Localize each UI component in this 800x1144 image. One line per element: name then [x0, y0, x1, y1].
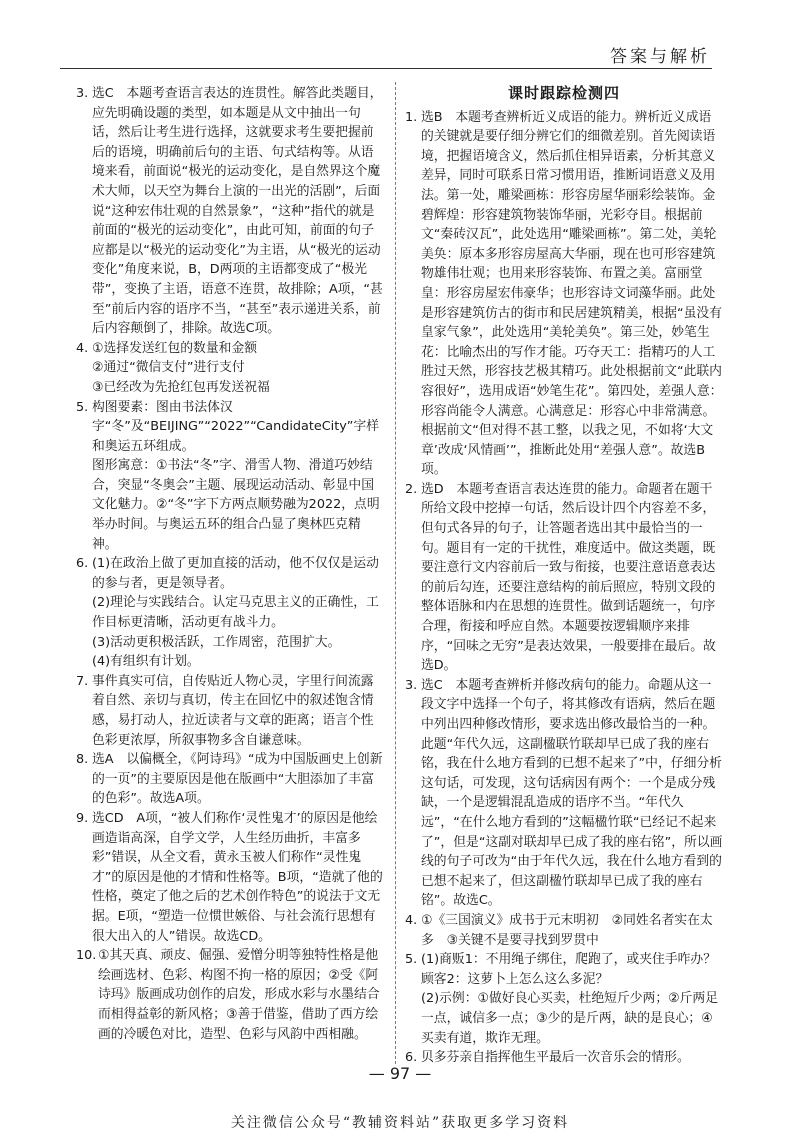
answer-line: 图形寓意：①书法“冬”字、滑雪人物、滑道巧妙结合，突显“冬奥会”主题、展现运动活动、彰显中国文化魅力。②“冬”字下方两点顺势融为2022，点明举办时间。与奥运五环的组合凸显了奥林匹克精神。 [92, 458, 380, 552]
answer-line: (2)示例：①做好良心买卖，杜绝短斤少两；②斤两足一点，诚信多一点；③少的是斤两，缺的是良心；④买卖有道，欺诈无理。 [421, 991, 719, 1046]
answer-9 [76, 809, 386, 946]
answer-number: 4. [76, 340, 89, 356]
answer-number: 2. [405, 481, 418, 497]
answer-text: 选C 本题考查语言表达的连贯性。解答此类题目，应先明确设题的类型，如本题是从文中抽出一句话，然后让考生进行选择，这就要求考生要把握前后的语境，明确前后句的主语、句式结构等。从语境来看，前面说“极光的运动变化，是自然界这个魔术大师，以天空为舞台上演的一出光的活剧”，后面说“这种宏伟壮观的自然景象”，“这种”指代的就是前面的“极光的运动变化”，由此可知，前面的句子应都是以“极光的运动变化”为主语，从“极光的运动变化”角度来说，B，D两项的主语都变成了“极光带”，变换了主语，语意不连贯，故排除；A项，“甚至”前后内容的语序不当，“甚至”表示递进关系，前后内容颠倒了，排除。故选C项。 [92, 86, 383, 337]
footer-note: 关注微信公众号“教辅资料站”获取更多学习资料 [230, 1115, 570, 1131]
left-column [76, 84, 386, 1044]
answer-10 [76, 946, 386, 1044]
answer-text: 选B 本题考查辨析近义成语的能力。辨析近义成语的关键就是要仔细分辨它们的细微差别。首先阅读语境，把握语境含义，然后抓住相异语素，分析其意义差异，同时可联系日常习惯用语，推断词语意义及用法。第一处，雕梁画栋：形容房屋华丽彩绘装饰。金碧辉煌：形容建筑物装饰华丽，光彩夺目。根据前文“秦砖汉瓦”，此处选用“雕梁画栋”。第二处，美轮美奂：原本多形容房屋高大华丽，现在也可形容建筑物雄伟壮观；也用来形容装饰、布置之美。富丽堂皇：形容房屋宏伟豪华；也形容诗文词藻华丽。此处是形容建筑仿古的街市和民居建筑精美，根据“虽没有皇家气象”，此处选用“美轮美奂”。第三处，妙笔生花：比喻杰出的写作才能。巧夺天工：指精巧的人工胜过天然，形容技艺极其精巧。此处根据前文“此联内容很好”，选用成语“妙笔生花”。第四处，差强人意：形容尚能令人满意。心满意足：形容心中非常满意。根据前文“但对得不甚工整，以我之见，不如将‘大文章’改成‘风情画’”，推断此处用“差强人意”。故选B项。 [421, 109, 723, 478]
right-column [405, 84, 723, 1068]
answer-line: ③已经改为先抢红包再发送祝福 [92, 379, 270, 395]
header-rule [60, 68, 712, 69]
answer-line: 顾客2：这萝卜上怎么这么多泥？ [421, 971, 609, 987]
answer-5-right [405, 950, 723, 1048]
answer-1 [405, 108, 723, 480]
answer-number: 3. [76, 86, 89, 101]
answer-number: 6. [76, 556, 89, 572]
answer-2 [405, 480, 723, 676]
page-number: — 97 — [368, 1064, 432, 1083]
answer-number: 10. [76, 948, 97, 964]
header-title: 答案与解析 [610, 47, 710, 67]
answer-number: 1. [405, 109, 418, 125]
answer-number: 4. [405, 912, 418, 928]
answer-text: 选A 以偏概全，《阿诗玛》“成为中国版画史上创新的一页”的主要原因是他在版画中“大胆添加了丰富的色彩”。故选A项。 [92, 752, 383, 807]
answer-text: 选C 本题考查辨析并修改病句的能力。命题从这一段文字中选择一个句子，将其修改有语病，然后在题中列出四种修改情形，要求选出修改最恰当的一种。此题“年代久远，这副楹联竹联却早已成了我的座右铭，我在什么地方看到的已想不起来了”中，仔细分析这句话，可发现，这句话病因有两个：一个是成分残缺，一个是逻辑混乱造成的语序不当。“年代久远”，“在什么地方看到的”这幅楹竹联“已经记不起来了”，但是“这副对联却早已成了我的座右铭”，所以画线的句子可改为“由于年代久远，我在什么地方看到的已想不起来了，但这副楹竹联却早已成了我的座右铭”。故选C。 [421, 677, 723, 909]
answer-line: ①选择发送红包的数量和金额 [92, 340, 258, 356]
answer-3 [76, 84, 386, 339]
answer-number: 5. [405, 952, 418, 968]
answer-7 [76, 672, 386, 750]
answer-line: (2)理论与实践结合。认定马克思主义的正确性，工作目标更清晰，活动更有战斗力。 [92, 595, 379, 631]
answer-4 [76, 339, 386, 398]
answer-line: 构图要素：图由书法体汉字“冬”及“BEIJING”“2022”“CandidateCity”字样和奥运五环组成。 [92, 399, 380, 454]
page-header [0, 38, 800, 68]
answer-line: (3)活动更积极活跃，工作周密，范围扩大。 [92, 634, 341, 650]
answer-5 [76, 398, 386, 555]
answer-text: ①其天真、顽皮、倔强、爱憎分明等独特性格是他绘画选材、色彩、构图不拘一格的原因；②受《阿诗玛》版画成功创作的启发，形成水彩与水墨结合而相得益彰的新风格；③善于借鉴，借助了西方绘画的冷暖色对比，造型、色彩与风韵中西相融。 [98, 948, 380, 1042]
answer-text: 贝多芬亲自指挥他生平最后一次音乐会的情形。 [421, 1050, 690, 1066]
answer-line: (1)商贩1：不用绳子绑住，爬跑了，或夹住手咋办？ [421, 952, 717, 968]
answer-line: ②通过“微信支付”进行支付 [92, 360, 245, 376]
answer-number: 7. [76, 673, 89, 689]
answer-text: ①《三国演义》成书于元末明初 ②同姓名者实在太多 ③关键不是要寻找到罗贯中 [421, 912, 713, 948]
column-divider [395, 82, 396, 1064]
answer-number: 9. [76, 810, 89, 826]
answer-line: (1)在政治上做了更加直接的活动，他不仅仅是运动的参与者，更是领导者。 [92, 556, 379, 591]
answer-line: (4)有组织有计划。 [92, 654, 200, 670]
answer-text: 选D 本题考查语言表达连贯的能力。命题者在题干所给文段中挖掉一句话，然后设计四个内容差不多，但句式各异的句子，让答题者选出其中最恰当的一句。题目有一定的干扰性，难度适中。做这类题，既要注意行文内容前后一致与衔接，也要注意语意表达的前后勾连，还要注意结构的前后照应，特别文段的整体语脉和内在思想的连贯性。做到话题统一，句序合理，衔接和呼应自然。本题要按逻辑顺序来排序，“回味之无穷”是表达效果，一般要排在最后。故选D。 [421, 481, 716, 674]
answer-text: 事件真实可信，自传贴近人物心灵，字里行间流露着自然、亲切与真切，传主在回忆中的叙述饱含情感，易打动人，拉近读者与文章的距离；语言个性色彩更浓厚，所叙事物多含自谦意味。 [92, 673, 374, 748]
answer-number: 5. [76, 399, 89, 415]
answer-number: 6. [405, 1050, 418, 1066]
answer-8 [76, 750, 386, 809]
answer-4-right [405, 911, 723, 950]
answer-number: 3. [405, 677, 418, 693]
answer-6 [76, 554, 386, 672]
answer-3-right [405, 676, 723, 911]
answer-text: 选CD A项，“被人们称作‘灵性鬼才’的原因是他绘画造诣高深，自学文学，人生经历曲折，丰富多彩”错误，从全文看，黄永玉被人们称作“灵性鬼才”的原因是他的才情和性格等。B项，“造就了他的性格，奠定了他之后的艺术创作特色”的说法于文无据。E项，“塑造一位惯世嫉俗、与社会流行思想有很大出入的人”错误。故选CD。 [92, 810, 383, 944]
answer-number: 8. [76, 752, 89, 768]
section-title: 课时跟踪检测四 [507, 84, 620, 102]
